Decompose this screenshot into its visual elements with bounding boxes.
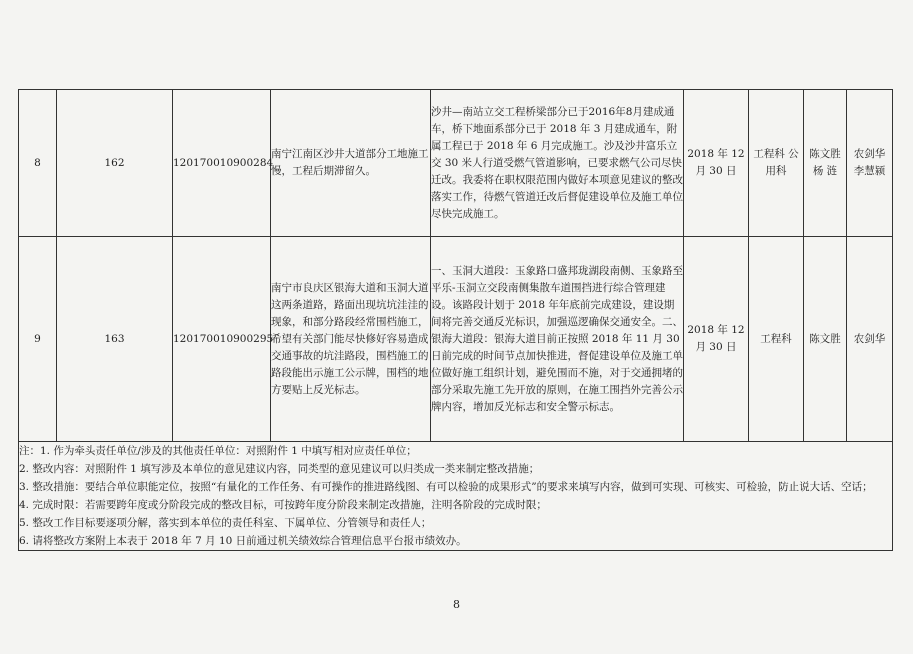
row-measure: 沙井—南站立交工程桥梁部分已于2016年8月建成通车，桥下地面系部分已于 2018 年 3 月建成通车，附属工程已于 2018 年 6 月完成施工。沙及沙井富乐立交 30 米人行道受燃气管道影响，已要求燃气公司尽快迁改。我委将在职权限范围内做好本项意见建议的整改落实工作，待燃气管道迁改后督促建设单位及施工单位尽快完成施工。 <box>431 90 684 237</box>
owner-name: 李慧颍 <box>853 165 886 177</box>
owner-name: 农剑华 <box>853 148 886 160</box>
note-line: 2. 整改内容：对照附件 1 填写涉及本单位的意见建议内容，同类型的意见建议可以归类成一类来制定整改措施； <box>19 463 540 475</box>
notes-row <box>19 442 893 551</box>
row-reason: 南宁市良庆区银海大道和玉洞大道这两条道路，路面出现坑坑洼洼的现象，和部分路段经常围档施工，希望有关部门能尽快修好容易造成交通事故的坑洼路段，围档施工的路段能出示施工公示牌，围档的地方要贴上反光标志。 <box>271 237 431 442</box>
row-serial: 162 <box>57 90 173 237</box>
leader-name: 陈文胜 <box>809 148 841 160</box>
row-unit: 工程科 公用科 <box>749 90 804 237</box>
row-owners <box>847 90 893 237</box>
note-line: 6. 请将整改方案附上本表于 2018 年 7 月 10 日前通过机关绩效综合管理信息平台报市绩效办。 <box>19 535 467 547</box>
note-line: 注：1. 作为牵头责任单位/涉及的其他责任单位：对照附件 1 中填写相对应责任单位； <box>19 445 417 457</box>
notes-cell <box>19 442 893 551</box>
row-measure: 一、玉洞大道段：玉象路口盛邦珑湖段南侧、玉象路至平乐-玉洞立交段南侧集散车道围挡进行综合管理建设。该路段计划于 2018 年年底前完成建设，建设期间将完善交通反光标识，加强巡逻确保交通安全。二、银海大道段：银海大道目前正按照 2018 年 11 月 30 日前完成的时间节点加快推进，督促建设单位及施工单位做好施工组织计划，避免围而不施，对于交通拥堵的部分采取先施工先开放的原则，在施工围挡外完善公示牌内容，增加反光标志和安全警示标志。 <box>431 237 684 442</box>
row-unit: 工程科 <box>749 237 804 442</box>
row-deadline: 2018 年 12 月 30 日 <box>684 237 749 442</box>
row-owners <box>847 237 893 442</box>
row-code: 120170010900295 <box>173 237 271 442</box>
page-number: 8 <box>453 598 460 611</box>
note-line: 5. 整改工作目标要逐项分解，落实到本单位的责任科室、下属单位、分管领导和责任人； <box>19 517 432 529</box>
table-row <box>19 237 893 442</box>
leader-name: 杨 涟 <box>812 165 838 177</box>
note-line: 3. 整改措施：要结合单位职能定位，按照“有量化的工作任务、有可操作的推进路线图、有可以检验的成果形式”的要求来填写内容，做到可实现、可核实、可检验，防止说大话、空话； <box>19 481 873 493</box>
owner-name: 农剑华 <box>853 332 886 345</box>
note-line: 4. 完成时限：若需要跨年度或分阶段完成的整改目标，可按跨年度分阶段来制定改措施，注明各阶段的完成时限； <box>19 499 547 511</box>
row-leaders <box>804 237 847 442</box>
row-serial: 163 <box>57 237 173 442</box>
leader-name: 陈文胜 <box>809 332 841 345</box>
table-row <box>19 90 893 237</box>
row-deadline: 2018 年 12 月 30 日 <box>684 90 749 237</box>
row-index: 8 <box>19 90 57 237</box>
row-reason: 南宁江南区沙井大道部分工地施工慢，工程后期滞留久。 <box>271 90 431 237</box>
row-leaders <box>804 90 847 237</box>
row-code: 120170010900284 <box>173 90 271 237</box>
rectification-table <box>18 89 893 551</box>
row-index: 9 <box>19 237 57 442</box>
